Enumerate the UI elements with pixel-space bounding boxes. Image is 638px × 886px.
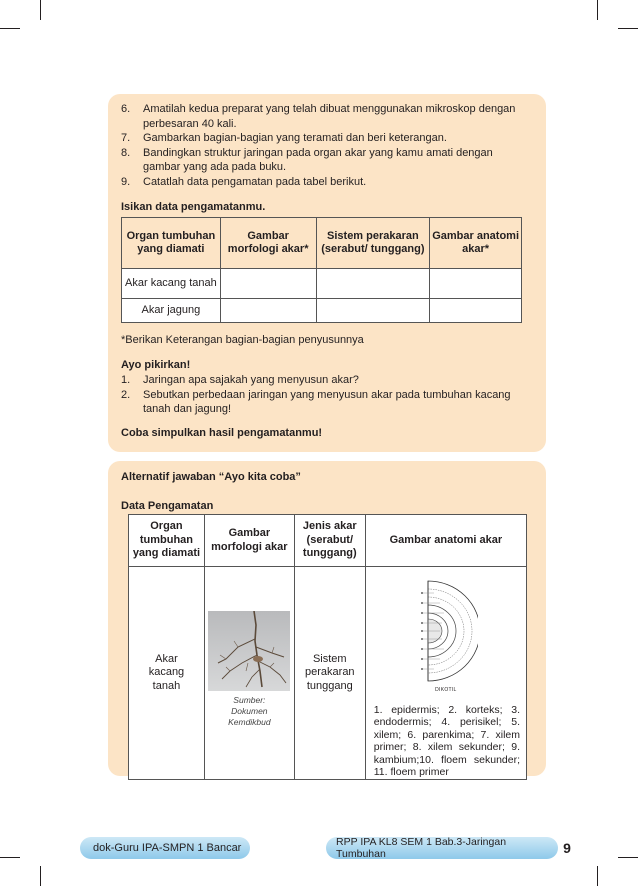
step-text: Amatilah kedua preparat yang telah dibuat menggunakan mikroskop dengan perbesaran 40 kali. [143,103,516,130]
footer-left-label [80,837,250,859]
crop-mark [618,857,638,858]
table-header-row [129,515,527,567]
table1-title: Isikan data pengamatanmu. [121,201,266,213]
step-number: 9. [121,175,131,188]
table-header-cell: Gambar morfologi akar* [220,218,316,269]
step-number: 7. [121,132,131,145]
step-item [121,131,533,146]
crop-mark [0,28,20,29]
question-item [121,388,533,417]
footer-left-text: dok-Guru IPA-SMPN 1 Bancar [93,842,242,854]
table-cell-empty [220,299,316,323]
photo-cell [204,567,294,780]
answer-table [128,514,527,780]
footer-right-label [326,837,558,859]
question-number: 1. [121,374,131,386]
anatomy-cell [365,567,526,780]
question-text: Jaringan apa sajakah yang menyusun akar? [143,374,359,386]
table-cell-empty [316,299,430,323]
question-item [121,373,533,388]
table-header-cell: Gambar morfologi akar [204,515,294,567]
step-number: 8. [121,146,131,159]
crop-mark [40,866,41,886]
page-number: 9 [563,840,571,856]
table-header-row [122,218,522,269]
crop-mark [597,866,598,886]
table-cell-empty [430,269,522,299]
footer-right-text: RPP IPA KL8 SEM 1 Bab.3-Jaringan Tumbuhan [336,836,507,860]
alt-title: Alternatif jawaban “Ayo kita coba” [121,471,301,483]
observation-table [121,217,522,323]
step-text: Catatlah data pengamatan pada tabel berikut. [143,175,367,188]
table-header-cell: Jenis akar (serabut/ tunggang) [294,515,365,567]
table-cell: Akar kacang tanah [122,269,221,299]
question-number: 2. [121,388,131,401]
table-cell [294,567,365,780]
table-cell [129,567,205,780]
photo-caption: Sumber: Dokumen Kemdikbud [228,695,271,727]
crop-mark [597,0,598,20]
root-photo [208,611,290,691]
table-cell-empty [430,299,522,323]
ayo-title: Ayo pikirkan! [121,359,191,371]
crop-mark [0,857,20,858]
figure-label: DIKOTIL [435,687,457,693]
table-row [122,269,522,299]
crop-mark [40,0,41,20]
table-header-cell: Organ tumbuhan yang diamati [122,218,221,269]
question-text: Sebutkan perbedaan jaringan yang menyusun akar pada tumbuhan kacang tanah dan jagung! [143,388,511,416]
root-cross-section-diagram [414,579,478,683]
step-list [121,102,533,190]
table-row [122,299,522,323]
step-item [121,102,533,131]
question-list [121,373,533,417]
step-number: 6. [121,103,131,115]
step-item [121,146,533,175]
table-header-cell: Gambar anatomi akar [365,515,526,567]
step-text: Gambarkan bagian-bagian yang teramati dan beri keterangan. [143,132,447,145]
crop-mark [618,28,638,29]
table-row [129,567,527,780]
step-item [121,175,533,190]
organ-text: Akar kacang tanah [148,652,185,692]
table-header-cell: Organ tumbuhan yang diamati [129,515,205,567]
conclude-text: Coba simpulkan hasil pengamatanmu! [121,427,323,439]
table-header-cell: Gambar anatomi akar* [430,218,522,269]
anatomy-caption: 1. epidermis; 2. korteks; 3. endodermis; 4. perisikel; 5. xilem; 6. parenkima; 7. xilem primer; 8. xilem sekunder; 9. kambium;10. floem sekunder; 11. floem primer [373,703,520,778]
table-cell-empty [220,269,316,299]
table-header-cell: Sistem perakaran (serabut/ tunggang) [316,218,430,269]
table-cell-empty [316,269,430,299]
jenis-text: Sistem perakaran tunggang [305,652,355,692]
table-note: *Berikan Keterangan bagian-bagian penyusunnya [121,334,364,346]
data-title: Data Pengamatan [121,500,214,512]
table-cell: Akar jagung [122,299,221,323]
step-text: Bandingkan struktur jaringan pada organ akar yang kamu amati dengan gambar yang ada pada buku. [143,146,493,174]
